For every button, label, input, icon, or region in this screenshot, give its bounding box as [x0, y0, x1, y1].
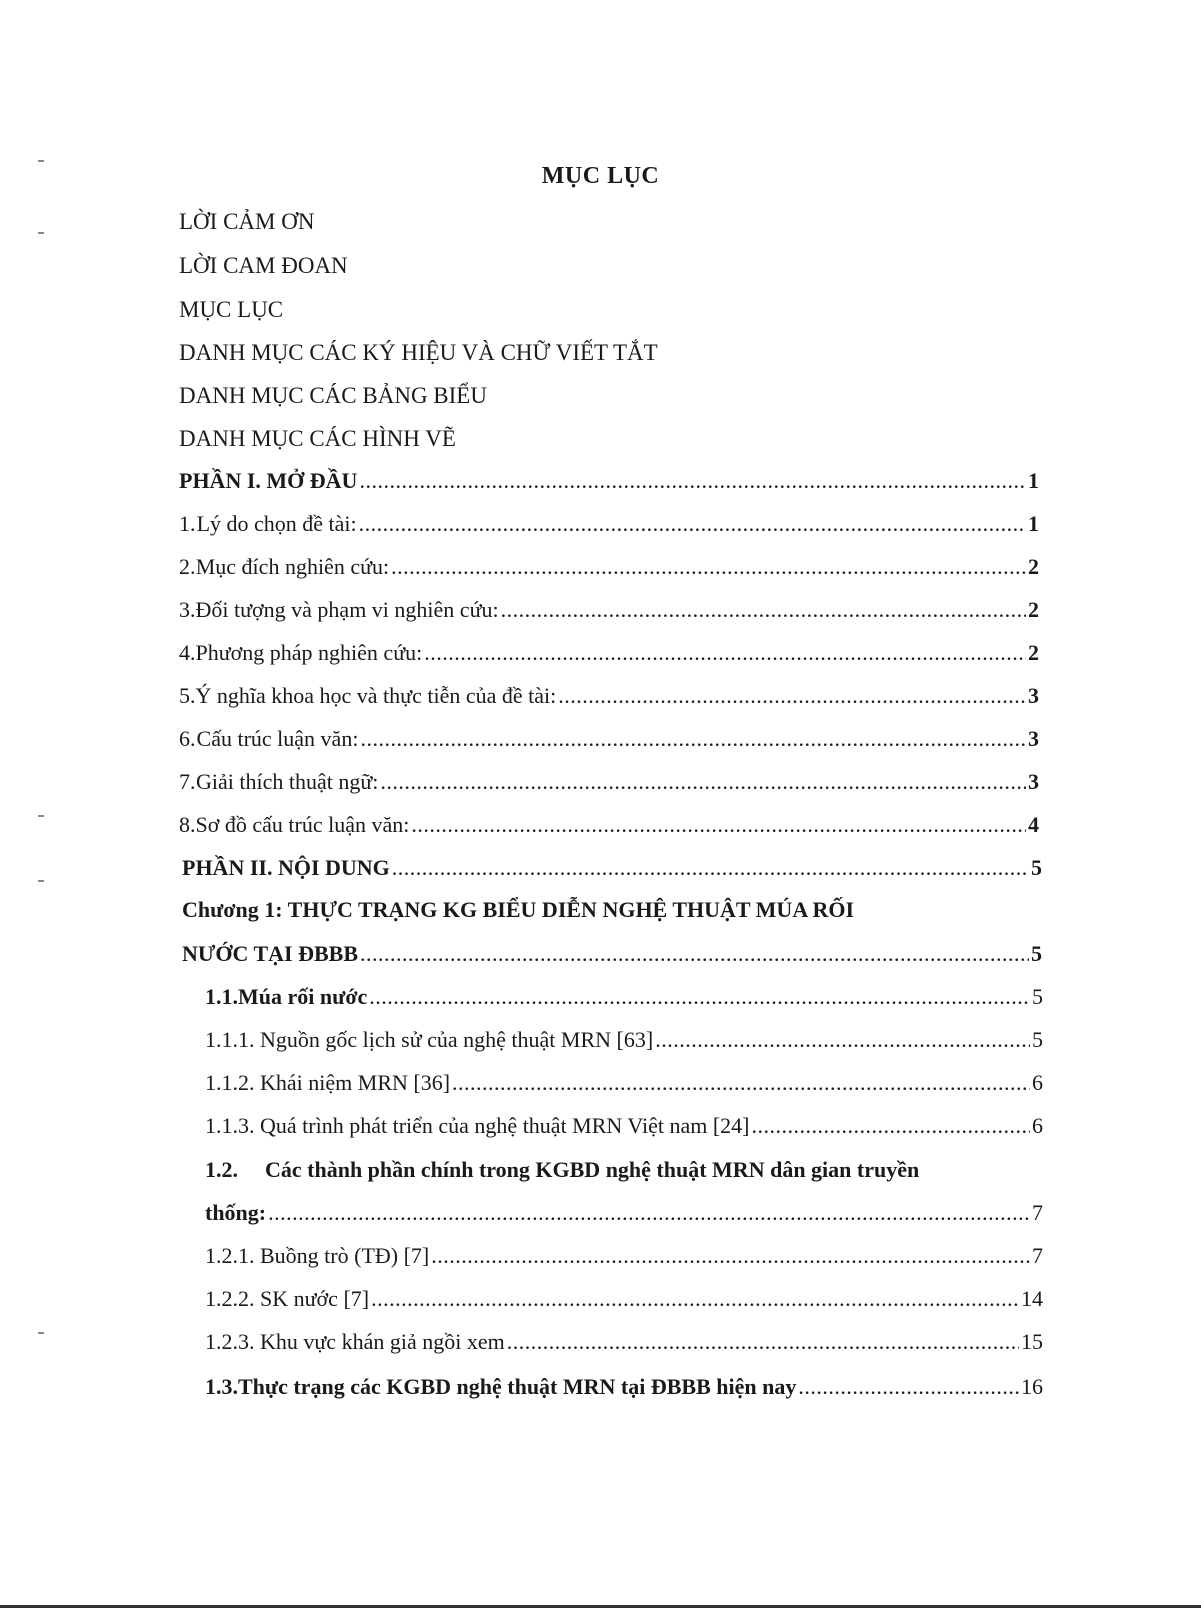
dot-leader — [452, 1069, 1030, 1097]
toc-page-number: 2 — [1028, 640, 1039, 665]
toc-entry-label: 1.2.1. Buồng trò (TĐ) [7] — [205, 1243, 430, 1268]
front-matter-item: LỜI CẢM ƠN — [179, 209, 315, 234]
toc-entry-label: Ý nghĩa khoa học và thực tiễn của đề tài: — [195, 683, 557, 708]
toc-entry-number: 1.2. — [205, 1157, 238, 1182]
dot-leader — [392, 854, 1029, 882]
front-matter-item: LỜI CAM ĐOAN — [179, 253, 348, 278]
toc-entry-label: 1.2.3. Khu vực khán giả ngồi xem — [205, 1329, 505, 1354]
dot-leader — [501, 596, 1026, 624]
toc-page-number: 5 — [1031, 855, 1042, 880]
toc-entry-number: 4. — [179, 640, 196, 665]
toc-entry-label: thống: — [205, 1200, 267, 1225]
toc-page-number: 15 — [1021, 1329, 1043, 1354]
page-bottom-rule — [0, 1605, 1201, 1608]
toc-entry-number: 1.1. — [205, 984, 238, 1009]
toc-entry-section[interactable] — [205, 1199, 1043, 1227]
toc-entry-label: 1.1.2. Khái niệm MRN [36] — [205, 1070, 451, 1095]
dot-leader — [360, 725, 1026, 753]
toc-page-number: 1 — [1028, 468, 1039, 493]
scan-mark — [38, 880, 44, 882]
toc-entry-label: Múa rối nước — [238, 984, 368, 1009]
toc-page-number: 5 — [1031, 941, 1042, 966]
toc-entry-label: Mục đích nghiên cứu: — [195, 554, 390, 579]
scan-mark — [38, 815, 44, 817]
toc-page-number: 4 — [1028, 812, 1039, 837]
toc-entry-label: Cấu trúc luận văn: — [196, 726, 359, 751]
toc-entry[interactable] — [179, 510, 1039, 538]
toc-entry[interactable] — [179, 553, 1039, 581]
toc-page-number: 6 — [1032, 1113, 1043, 1138]
toc-page-number: 16 — [1021, 1374, 1043, 1399]
scan-mark — [38, 160, 44, 162]
toc-entry-number: 1. — [179, 511, 196, 536]
dot-leader — [359, 467, 1026, 495]
toc-entry[interactable] — [179, 596, 1039, 624]
toc-entry-number: 5. — [179, 683, 196, 708]
toc-entry-label: Thực trạng các KGBD nghệ thuật MRN tại ĐBBB hiện nay — [238, 1374, 797, 1399]
dot-leader — [424, 639, 1026, 667]
toc-entry-part-2[interactable] — [182, 854, 1042, 882]
toc-entry-number: 7. — [179, 769, 196, 794]
toc-entry-number: 8. — [179, 812, 196, 837]
toc-entry[interactable] — [179, 725, 1039, 753]
toc-title: MỤC LỤC — [541, 163, 660, 189]
toc-entry[interactable] — [179, 639, 1039, 667]
dot-leader — [655, 1026, 1030, 1054]
dot-leader — [371, 1285, 1019, 1313]
scan-mark — [38, 232, 44, 234]
toc-entry-label: Sơ đồ cấu trúc luận văn: — [195, 812, 410, 837]
toc-entry-subsection[interactable] — [205, 1026, 1043, 1054]
toc-entry[interactable] — [179, 682, 1039, 710]
toc-page-number: 7 — [1032, 1243, 1043, 1268]
toc-page-number: 5 — [1032, 984, 1043, 1009]
toc-entry-subsection[interactable] — [205, 1112, 1043, 1140]
toc-entry-label: Lý do chọn đề tài: — [196, 511, 357, 536]
toc-entry-label: Giải thích thuật ngữ: — [196, 769, 379, 794]
toc-entry-chapter-1[interactable] — [182, 940, 1042, 968]
toc-entry-label: Đối tượng và phạm vi nghiên cứu: — [195, 597, 499, 622]
toc-entry-section[interactable] — [205, 1373, 1043, 1401]
toc-page-number: 5 — [1032, 1027, 1043, 1052]
toc-page-number: 7 — [1032, 1200, 1043, 1225]
dot-leader — [380, 768, 1026, 796]
toc-section-heading[interactable] — [205, 1156, 919, 1184]
dot-leader — [558, 682, 1026, 710]
toc-entry-number: 6. — [179, 726, 196, 751]
scan-mark — [38, 1332, 44, 1334]
front-matter-item: DANH MỤC CÁC BẢNG BIỂU — [179, 383, 487, 408]
toc-page-number: 1 — [1028, 511, 1039, 536]
toc-entry[interactable] — [179, 768, 1039, 796]
dot-leader — [752, 1112, 1031, 1140]
toc-entry-label: Phương pháp nghiên cứu: — [195, 640, 423, 665]
dot-leader — [360, 940, 1029, 968]
toc-entry-label: 1.2.2. SK nước [7] — [205, 1286, 370, 1311]
dot-leader — [268, 1199, 1030, 1227]
toc-page-number: 3 — [1028, 726, 1039, 751]
toc-entry-number: 3. — [179, 597, 196, 622]
front-matter-item: DANH MỤC CÁC HÌNH VẼ — [179, 426, 456, 451]
toc-chapter-heading[interactable]: Chương 1: THỰC TRẠNG KG BIỂU DIỄN NGHỆ THUẬT MÚA RỐI — [182, 897, 855, 922]
toc-entry-label: NƯỚC TẠI ĐBBB — [182, 941, 359, 966]
toc-page-number: 2 — [1028, 597, 1039, 622]
toc-entry-subsection[interactable] — [205, 1242, 1043, 1270]
toc-entry-section[interactable] — [205, 983, 1043, 1011]
toc-entry-subsection[interactable] — [205, 1328, 1043, 1356]
toc-entry-number: 2. — [179, 554, 196, 579]
toc-entry-label: 1.1.3. Quá trình phát triển của nghệ thuật MRN Việt nam [24] — [205, 1113, 750, 1138]
dot-leader — [411, 811, 1026, 839]
toc-page-number: 6 — [1032, 1070, 1043, 1095]
toc-entry-part-1[interactable] — [179, 467, 1039, 495]
toc-entry-subsection[interactable] — [205, 1069, 1043, 1097]
toc-entry-label: 1.1.1. Nguồn gốc lịch sử của nghệ thuật MRN [63] — [205, 1027, 654, 1052]
toc-page-number: 2 — [1028, 554, 1039, 579]
dot-leader — [798, 1373, 1019, 1401]
dot-leader — [359, 510, 1026, 538]
toc-entry-subsection[interactable] — [205, 1285, 1043, 1313]
front-matter-item: DANH MỤC CÁC KÝ HIỆU VÀ CHỮ VIẾT TẮT — [179, 340, 658, 365]
dot-leader — [431, 1242, 1030, 1270]
toc-entry-number: 1.3. — [205, 1374, 238, 1399]
toc-entry-label: PHẦN II. NỘI DUNG — [182, 855, 390, 880]
toc-page-number: 3 — [1028, 769, 1039, 794]
toc-entry-label: PHẦN I. MỞ ĐẦU — [179, 468, 358, 493]
dot-leader — [391, 553, 1026, 581]
toc-entry-label: Các thành phần chính trong KGBD nghệ thuật MRN dân gian truyền — [265, 1157, 920, 1182]
dot-leader — [507, 1328, 1019, 1356]
toc-page-number: 14 — [1021, 1286, 1043, 1311]
dot-leader — [369, 983, 1030, 1011]
toc-entry[interactable] — [179, 811, 1039, 839]
front-matter-item: MỤC LỤC — [179, 297, 284, 322]
toc-page-number: 3 — [1028, 683, 1039, 708]
